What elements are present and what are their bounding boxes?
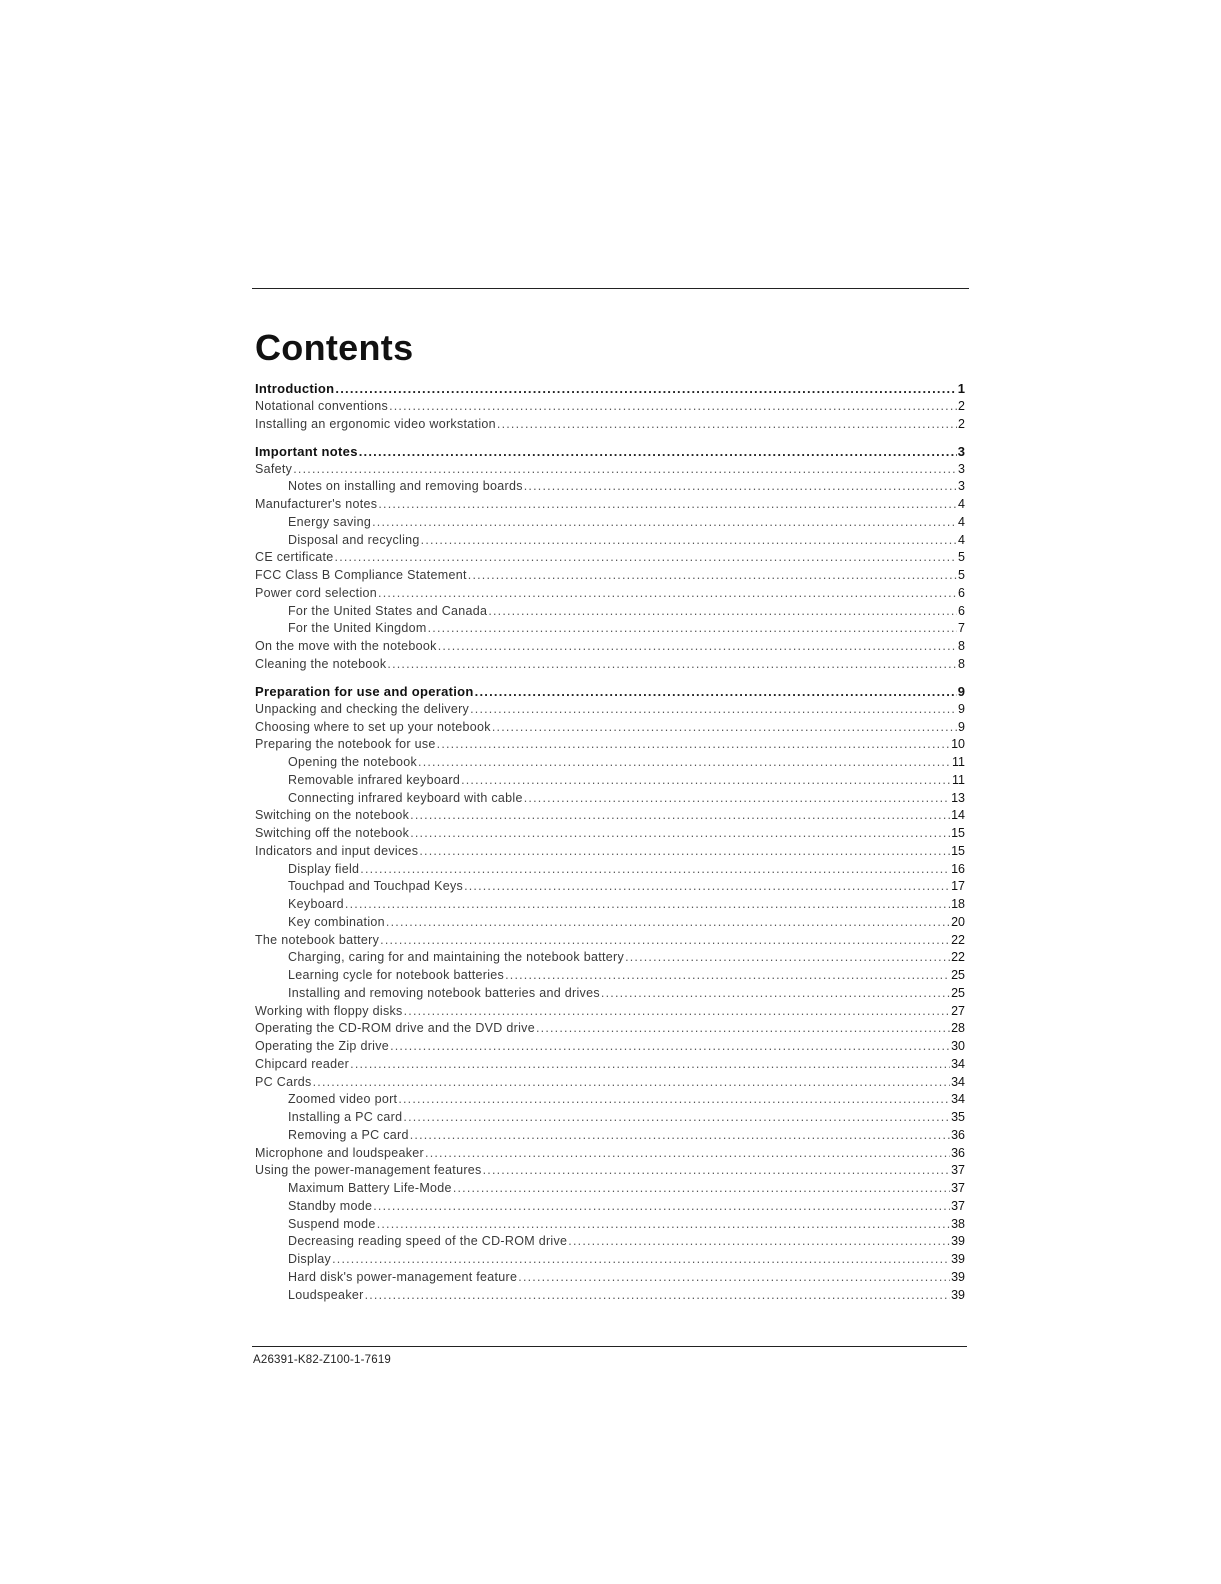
toc-dot-leader xyxy=(468,567,957,585)
page-title: Contents xyxy=(255,327,414,368)
toc-entry xyxy=(255,807,965,825)
toc-entry-title: Installing and removing notebook batteries and drives xyxy=(288,985,600,1000)
toc-entry-title: Standby mode xyxy=(288,1198,373,1213)
toc-dot-leader xyxy=(419,843,950,861)
toc-entry-page: 37 xyxy=(951,1163,965,1178)
toc-dot-leader xyxy=(421,532,957,550)
toc-dot-leader xyxy=(568,1233,950,1251)
toc-entry-title: Indicators and input devices xyxy=(255,843,419,858)
toc-dot-leader xyxy=(390,1038,950,1056)
toc-entry-title: Opening the notebook xyxy=(288,755,418,769)
toc-entry-title: Zoomed video port xyxy=(288,1092,398,1107)
toc-entry xyxy=(255,1003,965,1021)
toc-entry xyxy=(255,1287,965,1305)
toc-entry-title: For the United States and Canada xyxy=(288,603,488,618)
toc-entry-title: CE certificate xyxy=(255,550,334,565)
toc-entry-page: 8 xyxy=(958,639,965,653)
toc-entry-page: 16 xyxy=(951,861,965,876)
toc-entry-page: 11 xyxy=(952,755,965,769)
toc-dot-leader xyxy=(398,1091,950,1109)
toc-dot-leader xyxy=(403,1109,950,1127)
toc-entry-page: 4 xyxy=(958,532,965,547)
toc-entry-page: 6 xyxy=(958,603,965,618)
toc-entry-page: 10 xyxy=(951,737,965,752)
toc-dot-leader xyxy=(461,772,951,790)
toc-entry-page: 39 xyxy=(951,1287,965,1302)
toc-entry-title: Using the power-management features xyxy=(255,1163,482,1178)
toc-entry xyxy=(255,603,965,621)
toc-entry-page: 37 xyxy=(951,1198,965,1213)
toc-dot-leader xyxy=(497,416,957,434)
toc-entry xyxy=(255,585,965,603)
toc-entry xyxy=(255,896,965,914)
toc-entry-title: Choosing where to set up your notebook xyxy=(255,719,491,734)
toc-entry-page: 9 xyxy=(958,719,965,734)
toc-entry-page: 2 xyxy=(958,416,965,431)
top-rule xyxy=(252,288,969,289)
toc-entry xyxy=(255,567,965,585)
toc-entry-page: 14 xyxy=(951,808,965,823)
toc-entry-title: Preparation for use and operation xyxy=(255,684,474,699)
toc-entry xyxy=(255,1109,965,1127)
toc-dot-leader xyxy=(418,754,951,772)
toc-entry xyxy=(255,1127,965,1145)
toc-entry xyxy=(255,1180,965,1198)
toc-entry-page: 34 xyxy=(951,1092,965,1107)
toc-dot-leader xyxy=(524,478,957,496)
toc-dot-leader xyxy=(505,967,950,985)
toc-dot-leader xyxy=(378,496,957,514)
toc-entry-page: 2 xyxy=(958,398,965,413)
toc-dot-leader xyxy=(386,914,950,932)
toc-entry-title: The notebook battery xyxy=(255,932,380,947)
toc-entry-page: 13 xyxy=(951,790,965,805)
toc-entry-page: 4 xyxy=(958,514,965,529)
toc-entry-page: 39 xyxy=(951,1252,965,1266)
toc-entry xyxy=(255,914,965,932)
toc-entry-title: Chipcard reader xyxy=(255,1056,350,1071)
toc-entry-page: 8 xyxy=(958,656,965,671)
toc-dot-leader xyxy=(437,736,950,754)
toc-entry-title: Maximum Battery Life-Mode xyxy=(288,1181,452,1195)
toc-entry xyxy=(255,1020,965,1038)
toc-entry-title: Learning cycle for notebook batteries xyxy=(288,968,505,982)
toc-dot-leader xyxy=(428,620,957,638)
toc-entry-title: Key combination xyxy=(288,914,385,929)
toc-entry-title: FCC Class B Compliance Statement xyxy=(255,568,467,582)
toc-entry xyxy=(255,1162,965,1180)
toc-dot-leader xyxy=(475,683,957,701)
toc-entry-title: Hard disk's power-management feature xyxy=(288,1269,518,1284)
toc-entry xyxy=(255,496,965,514)
toc-entry-page: 38 xyxy=(951,1216,965,1231)
toc-entry-title: Energy saving xyxy=(288,514,372,529)
toc-chapter-entry xyxy=(255,380,965,398)
toc-dot-leader xyxy=(373,1198,950,1216)
toc-entry-title: Working with floppy disks xyxy=(255,1003,403,1018)
toc-entry-title: Power cord selection xyxy=(255,585,378,600)
toc-entry xyxy=(255,772,965,790)
toc-entry-page: 11 xyxy=(952,772,965,787)
toc-entry xyxy=(255,1074,965,1092)
toc-entry xyxy=(255,790,965,808)
toc-dot-leader xyxy=(524,790,950,808)
toc-entry xyxy=(255,878,965,896)
toc-entry xyxy=(255,701,965,719)
toc-entry xyxy=(255,843,965,861)
toc-entry xyxy=(255,656,965,674)
toc-entry xyxy=(255,549,965,567)
toc-entry xyxy=(255,532,965,550)
toc-dot-leader xyxy=(359,443,957,461)
toc-entry xyxy=(255,1056,965,1074)
toc-entry xyxy=(255,736,965,754)
toc-dot-leader xyxy=(488,603,957,621)
toc-entry-title: Removable infrared keyboard xyxy=(288,772,461,787)
toc-entry-page: 22 xyxy=(951,932,965,947)
toc-entry xyxy=(255,638,965,656)
toc-entry-page: 39 xyxy=(951,1269,965,1284)
toc-entry-title: Charging, caring for and maintaining the notebook battery xyxy=(288,950,625,965)
toc-entry-page: 9 xyxy=(958,701,965,716)
toc-entry xyxy=(255,719,965,737)
toc-dot-leader xyxy=(438,638,957,656)
toc-dot-leader xyxy=(410,807,950,825)
toc-entry xyxy=(255,398,965,416)
toc-entry-page: 36 xyxy=(951,1127,965,1142)
toc-entry-page: 30 xyxy=(951,1039,965,1053)
toc-entry-page: 3 xyxy=(958,461,965,476)
toc-dot-leader xyxy=(380,932,950,950)
toc-entry-title: Introduction xyxy=(255,381,335,396)
toc-entry-page: 9 xyxy=(957,684,965,699)
toc-entry-title: Microphone and loudspeaker xyxy=(255,1145,425,1160)
toc-entry-title: Unpacking and checking the delivery xyxy=(255,701,470,716)
toc-dot-leader xyxy=(365,1287,951,1305)
toc-entry xyxy=(255,949,965,967)
toc-dot-leader xyxy=(410,825,950,843)
toc-entry-page: 6 xyxy=(958,585,965,600)
toc-entry-title: Display field xyxy=(288,861,360,876)
toc-entry-page: 39 xyxy=(951,1234,965,1249)
toc-chapter-entry xyxy=(255,683,965,701)
toc-entry-title: Important notes xyxy=(255,443,358,459)
toc-entry-page: 7 xyxy=(958,621,965,636)
toc-entry-page: 5 xyxy=(958,550,965,565)
toc-entry-title: Manufacturer's notes xyxy=(255,497,378,511)
toc-entry-title: Removing a PC card xyxy=(288,1127,409,1142)
toc-entry-title: Switching off the notebook xyxy=(255,826,410,840)
toc-dot-leader xyxy=(464,878,950,896)
toc-entry-page: 27 xyxy=(951,1003,965,1018)
toc-entry-title: Decreasing reading speed of the CD-ROM drive xyxy=(288,1234,568,1249)
toc-entry-page: 36 xyxy=(951,1145,965,1160)
toc-entry-title: On the move with the notebook xyxy=(255,639,437,653)
toc-entry-title: Notes on installing and removing boards xyxy=(288,479,523,494)
toc-entry xyxy=(255,1038,965,1056)
toc-entry-title: Installing a PC card xyxy=(288,1110,403,1124)
toc-dot-leader xyxy=(350,1056,950,1074)
toc-entry-title: Installing an ergonomic video workstation xyxy=(255,416,496,431)
toc-dot-leader xyxy=(387,656,957,674)
toc-entry-page: 17 xyxy=(951,879,965,894)
toc-entry xyxy=(255,967,965,985)
toc-entry-page: 5 xyxy=(958,568,965,582)
toc-dot-leader xyxy=(492,719,957,737)
toc-entry-title: Suspend mode xyxy=(288,1216,376,1231)
toc-chapter-entry xyxy=(255,443,965,461)
toc-entry xyxy=(255,932,965,950)
toc-dot-leader xyxy=(313,1074,951,1092)
toc-entry xyxy=(255,1269,965,1287)
toc-entry-title: Loudspeaker xyxy=(288,1287,364,1302)
toc-dot-leader xyxy=(404,1003,950,1021)
toc-dot-leader xyxy=(536,1020,950,1038)
toc-dot-leader xyxy=(410,1127,950,1145)
toc-dot-leader xyxy=(293,461,957,479)
toc-entry-page: 3 xyxy=(957,443,965,459)
toc-entry xyxy=(255,620,965,638)
toc-entry-page: 3 xyxy=(958,479,965,494)
toc-entry xyxy=(255,985,965,1003)
bottom-rule xyxy=(252,1346,967,1347)
toc-entry-page: 15 xyxy=(951,826,965,840)
toc-entry-page: 20 xyxy=(951,914,965,929)
toc-entry-title: For the United Kingdom xyxy=(288,621,427,636)
toc-dot-leader xyxy=(378,585,957,603)
toc-entry-title: Touchpad and Touchpad Keys xyxy=(288,879,464,894)
toc-entry xyxy=(255,754,965,772)
toc-entry-page: 34 xyxy=(951,1056,965,1071)
toc-dot-leader xyxy=(332,1251,950,1269)
toc-entry xyxy=(255,1091,965,1109)
toc-dot-leader xyxy=(625,949,950,967)
toc-entry-title: PC Cards xyxy=(255,1074,312,1089)
toc-entry-page: 15 xyxy=(951,843,965,858)
toc-dot-leader xyxy=(335,380,956,398)
toc-dot-leader xyxy=(345,896,950,914)
toc-entry xyxy=(255,825,965,843)
toc-dot-leader xyxy=(483,1162,951,1180)
toc-dot-leader xyxy=(389,398,957,416)
toc-entry-page: 1 xyxy=(957,381,965,396)
toc-dot-leader xyxy=(360,861,950,879)
toc-entry-title: Connecting infrared keyboard with cable xyxy=(288,790,523,805)
toc-entry xyxy=(255,1251,965,1269)
toc-entry-title: Preparing the notebook for use xyxy=(255,737,436,752)
toc-entry-page: 34 xyxy=(951,1074,965,1089)
document-code: A26391-K82-Z100-1-7619 xyxy=(253,1354,392,1366)
toc-entry-page: 35 xyxy=(951,1110,965,1124)
toc-entry-page: 37 xyxy=(951,1181,965,1195)
toc-dot-leader xyxy=(335,549,958,567)
toc-entry-title: Disposal and recycling xyxy=(288,532,420,547)
toc-entry xyxy=(255,861,965,879)
toc-dot-leader xyxy=(377,1216,950,1234)
toc-entry-title: Notational conventions xyxy=(255,398,389,413)
toc-entry-title: Safety xyxy=(255,461,293,476)
toc-entry-title: Operating the CD-ROM drive and the DVD drive xyxy=(255,1021,535,1036)
toc-entry-title: Operating the Zip drive xyxy=(255,1039,390,1053)
toc-entry-page: 28 xyxy=(951,1021,965,1036)
toc-dot-leader xyxy=(601,985,950,1003)
toc-entry-page: 4 xyxy=(958,497,965,511)
toc-dot-leader xyxy=(518,1269,950,1287)
toc-entry xyxy=(255,1198,965,1216)
toc-entry-page: 18 xyxy=(951,897,965,911)
toc-entry-title: Keyboard xyxy=(288,897,344,911)
toc-entry xyxy=(255,416,965,434)
toc-dot-leader xyxy=(372,514,957,532)
toc-entry-title: Switching on the notebook xyxy=(255,808,410,823)
toc-dot-leader xyxy=(453,1180,950,1198)
toc-dot-leader xyxy=(470,701,957,719)
toc-entry xyxy=(255,1145,965,1163)
toc-entry-title: Cleaning the notebook xyxy=(255,656,387,671)
toc-entry-page: 25 xyxy=(951,985,965,1000)
table-of-contents xyxy=(255,380,965,1304)
toc-entry xyxy=(255,1233,965,1251)
toc-entry-page: 22 xyxy=(951,950,965,965)
toc-entry xyxy=(255,461,965,479)
toc-entry xyxy=(255,514,965,532)
toc-entry xyxy=(255,1216,965,1234)
toc-entry xyxy=(255,478,965,496)
toc-entry-title: Display xyxy=(288,1252,332,1266)
toc-entry-page: 25 xyxy=(951,968,965,982)
toc-dot-leader xyxy=(425,1145,950,1163)
